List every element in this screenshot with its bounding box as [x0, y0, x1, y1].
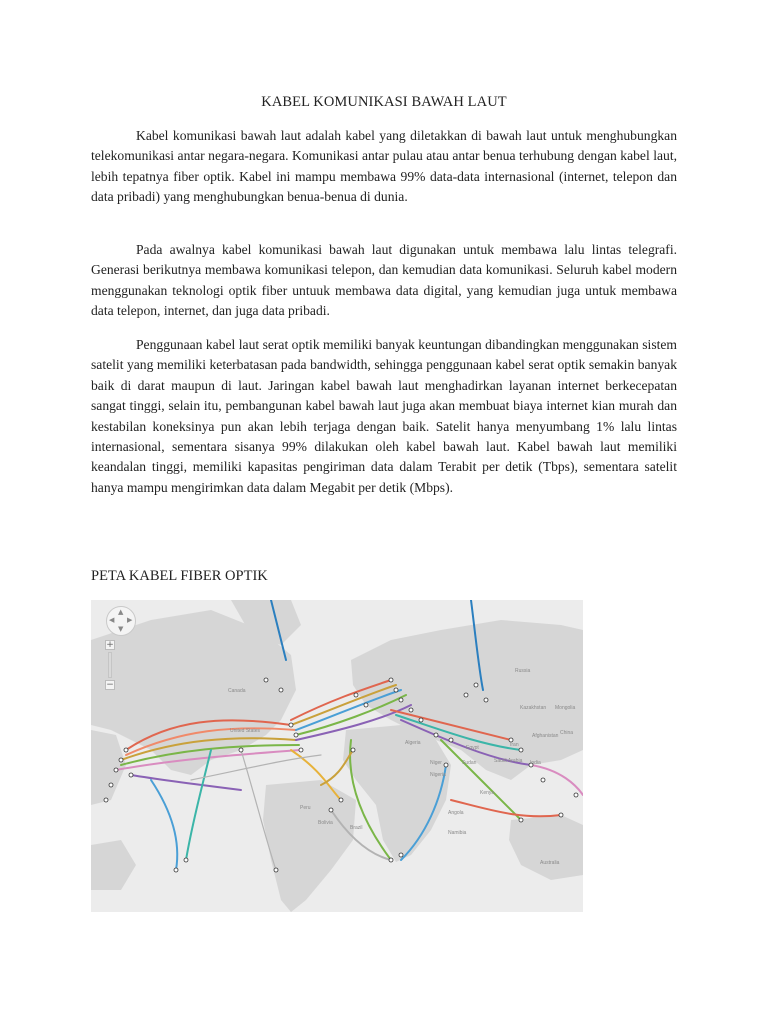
- landing-station: [294, 733, 298, 737]
- landing-station: [239, 748, 243, 752]
- map-label-afghanistan: Afghanistan: [532, 733, 559, 739]
- landing-station: [434, 733, 438, 737]
- map-label-united-states: United States: [230, 728, 261, 734]
- zoom-track[interactable]: [108, 652, 112, 678]
- landing-station: [174, 868, 178, 872]
- landing-station: [299, 748, 303, 752]
- landing-station: [484, 698, 488, 702]
- map-label-kazakhstan: Kazakhstan: [520, 705, 547, 711]
- map-label-bolivia: Bolivia: [318, 820, 333, 826]
- map-label-canada: Canada: [228, 688, 246, 694]
- landing-station: [409, 708, 413, 712]
- map-label-namibia: Namibia: [448, 830, 467, 836]
- map-label-russia: Russia: [515, 668, 531, 674]
- paragraph-intro: Kabel komunikasi bawah laut adalah kabel yang diletakkan di bawah laut untuk menghubungkan telekomunikasi antar negara-negara. Komunikasi antar pulau atau antar benua terhubung dengan kabel laut, lebih tepatnya fiber optik. Kabel ini mampu membawa 99% data-data internasional (internet, telepon dan data pribadi) yang menghubungkan benua-benua di dunia.: [91, 128, 677, 205]
- landing-station: [274, 868, 278, 872]
- map-label-iran: Iran: [510, 742, 519, 748]
- map-label-peru: Peru: [300, 805, 311, 811]
- map-label-sudan: Sudan: [462, 760, 477, 766]
- pan-up-icon[interactable]: ▲: [118, 608, 124, 616]
- landing-station: [464, 693, 468, 697]
- landing-station: [279, 688, 283, 692]
- world-map-svg: [91, 600, 583, 912]
- map-heading: PETA KABEL FIBER OPTIK: [91, 568, 268, 584]
- landing-station: [364, 703, 368, 707]
- zoom-in-button[interactable]: +: [106, 640, 114, 650]
- landing-station: [104, 798, 108, 802]
- landing-station: [389, 678, 393, 682]
- map-label-niger: Niger: [430, 760, 442, 766]
- zoom-out-button[interactable]: −: [106, 680, 114, 690]
- pan-left-icon[interactable]: ◀: [109, 616, 115, 624]
- landing-station: [124, 748, 128, 752]
- landing-station: [399, 853, 403, 857]
- landing-station: [339, 798, 343, 802]
- zoom-slider[interactable]: [105, 640, 115, 690]
- landing-station: [559, 813, 563, 817]
- landing-station: [519, 818, 523, 822]
- landing-station: [389, 858, 393, 862]
- landing-station: [354, 693, 358, 697]
- pan-down-icon[interactable]: ▼: [118, 625, 124, 633]
- landing-station: [129, 773, 133, 777]
- landing-station: [289, 723, 293, 727]
- landing-station: [399, 698, 403, 702]
- map-label-australia: Australia: [540, 860, 560, 866]
- map-label-angola: Angola: [448, 810, 464, 816]
- map-label-mongolia: Mongolia: [555, 705, 576, 711]
- map-label-brazil: Brazil: [350, 825, 363, 831]
- map-label-egypt: Egypt: [466, 745, 479, 751]
- landing-station: [574, 793, 578, 797]
- landing-station: [394, 688, 398, 692]
- landing-station: [449, 738, 453, 742]
- landing-station: [264, 678, 268, 682]
- landing-station: [329, 808, 333, 812]
- paragraph-advantages: Penggunaan kabel laut serat optik memiliki banyak keuntungan dibandingkan menggunakan sistem satelit yang memiliki keterbatasan pada bandwidth, sehingga penggunaan kabel serat optik semakin banyak baik di darat maupun di laut. Jaringan kabel bawah laut menghadirkan layanan internet berkecepatan sangat tinggi, selain itu, pembangunan kabel bawah laut juga akan membuat biaya internet kian murah dan kestabilan koneksinya pun akan lebih terjaga dengan baik. Satelit hanya menyumbang 1% lalu lintas internasional, sementara sisanya 99% dilakukan oleh kabel bawah laut. Kabel bawah laut memiliki keandalan tinggi, memiliki kapasitas pengiriman data dalam Terabit per detik (Tbps), sementara satelit hanya mampu mengirimkan data dalam Megabit per detik (Mbps).: [91, 337, 677, 495]
- fiber-optic-cable-map[interactable]: [91, 600, 583, 912]
- map-label-algeria: Algeria: [405, 740, 421, 746]
- pan-right-icon[interactable]: ▶: [127, 616, 133, 624]
- landing-station: [474, 683, 478, 687]
- landing-station: [184, 858, 188, 862]
- landing-station: [109, 783, 113, 787]
- landing-station: [351, 748, 355, 752]
- landing-station: [419, 718, 423, 722]
- landing-station: [541, 778, 545, 782]
- map-label-nigeria: Nigeria: [430, 772, 446, 778]
- map-label-china: China: [560, 730, 574, 736]
- map-label-india: India: [530, 760, 541, 766]
- landing-station: [519, 748, 523, 752]
- document-title: KABEL KOMUNIKASI BAWAH LAUT: [261, 94, 507, 110]
- pan-control-icon[interactable]: [106, 606, 136, 636]
- landing-station: [444, 763, 448, 767]
- paragraph-history: Pada awalnya kabel komunikasi bawah laut digunakan untuk membawa lalu lintas telegrafi. Generasi berikutnya membawa komunikasi telepon, dan kemudian data komunikasi. Seluruh kabel modern menggunakan teknologi optik fiber untuuk membawa data digital, yang kemudian juga untuk membawa data telepon, internet, dan juga data pribadi.: [91, 242, 677, 319]
- map-label-kenya: Kenya: [480, 790, 495, 796]
- map-label-saudi-arabia: Saudi Arabia: [494, 758, 523, 764]
- landing-station: [119, 758, 123, 762]
- landing-station: [114, 768, 118, 772]
